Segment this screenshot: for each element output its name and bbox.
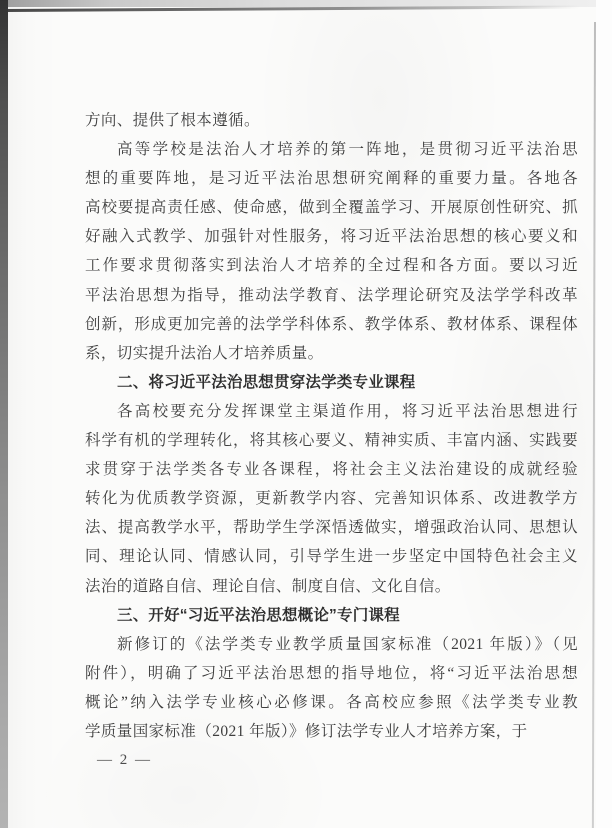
text-line: 平法治思想为指导，推动法学教育、法学理论研究及法学学科改革 [85, 286, 578, 304]
text-line: 学质量国家标准（2021 年版）》修订法学专业人才培养方案，于 [85, 722, 528, 740]
text-line: 法治的道路自信、理论自信、制度自信、文化自信。 [85, 577, 451, 595]
text-line: 法、提高教学水平，帮助学生学深悟透做实，增强政治认同、思想认 [85, 519, 578, 537]
section-heading: 三、开好“习近平法治思想概论”专门课程 [117, 606, 400, 624]
text-line: 工作要求贯彻落实到法治人才培养的全过程和各方面。要以习近 [85, 257, 578, 275]
text-line: 方向、提供了根本遵循。 [85, 112, 260, 129]
section-heading: 二、将习近平法治思想贯穿法学类专业课程 [117, 373, 416, 391]
text-line: 科学有机的学理转化，将其核心要义、精神实质、丰富内涵、实践要 [85, 432, 578, 450]
text-line: 附件），明确了习近平法治思想的指导地位，将“习近平法治思想 [85, 664, 578, 682]
document-body [85, 106, 578, 746]
page-number: — 2 — [97, 752, 152, 768]
text-line: 创新，形成更加完善的法学学科体系、教学体系、教材体系、课程体 [85, 315, 578, 333]
text-line: 概论”纳入法学专业核心必修课。各高校应参照《法学类专业教 [85, 693, 578, 711]
text-line: 转化为优质教学资源，更新教学内容、完善知识体系、改进教学方 [85, 490, 578, 508]
text-line: 系，切实提升法治人才培养质量。 [85, 344, 324, 362]
text-line: 想的重要阵地，是习近平法治思想研究阐释的重要力量。各地各 [85, 170, 578, 188]
text-line: 各高校要充分发挥课堂主渠道作用，将习近平法治思想进行 [117, 402, 578, 420]
text-line: 同、理论认同、情感认同，引导学生进一步坚定中国特色社会主义 [85, 548, 578, 566]
text-line: 高等学校是法治人才培养的第一阵地，是贯彻习近平法治思 [117, 141, 578, 159]
text-line: 新修订的《法学类专业教学质量国家标准（2021 年版）》（见 [117, 635, 578, 653]
scan-right-margin [596, 0, 612, 828]
text-line: 求贯穿于法学类各专业各课程，将社会主义法治建设的成就经验 [85, 461, 578, 479]
scan-edge-left [0, 0, 8, 828]
text-line: 高校要提高责任感、使命感，做到全覆盖学习、开展原创性研究、抓 [85, 199, 578, 217]
text-line: 好融入式教学、加强针对性服务，将习近平法治思想的核心要义和 [85, 228, 578, 246]
